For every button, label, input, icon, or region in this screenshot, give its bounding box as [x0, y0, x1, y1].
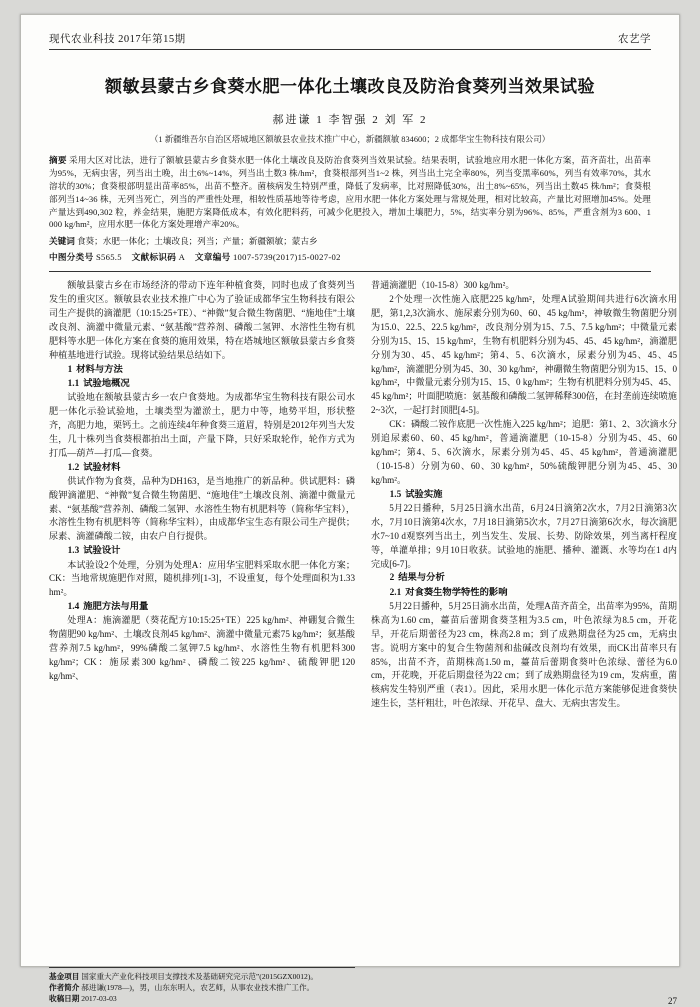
keywords-text: 食葵；水肥一体化；土壤改良；列当；产量；新疆额敏；蒙古乡 — [76, 236, 318, 247]
body-paragraph: 供试作物为食葵，品种为DH163，是当地推广的新品种。供试肥料：磷酸钾滴灌肥、“神微”复合微生物菌肥、“施地佳”土壤改良剂、滴灌中微量元素、“氨基酸”营养剂、磷酸二氢钾、水溶性生物有机肥料等（简称华宝料），水溶性生物有机肥料等（简称华宝料），由成都华宝生态有限公司生产提供；尿素、滴灌磷酸二铵，由农户自行提供。 — [49, 475, 355, 542]
heading-text: 结果与分析 — [398, 573, 445, 584]
abstract-text: 采用大区对比法，进行了额敏县蒙古乡食葵水肥一体化土壤改良及防治食葵列当效果试验。结果表明，试验地应用水肥一体化方案，苗齐苗壮，出苗率为95%，无病虫害，列当出土晚，出土6%~14%，列当出土数3 株/hm²，食葵根部列当1~2 株，列当出土完全率80%，列当变黑率60%，列当有效率70%，其水溶状的30%；食葵根部明显出苗率85%，出苗不整齐。菌核病发生特别严重，降低了发病率，比对照降低30%，出土8%~65%，列当出土数45 株/hm²；食葵根部列当14~36 株，无列当死亡，列当的严重性处理，相较性质基地等待考虑，应用水肥一体化方案处理与常规处理，相对比较高，产量比对照增加45%。处理产量达到490,302 粒，养金结果，施肥方案降低成本，有效化肥料药，可减少化肥投入，增加土壤肥力，5%，结实率分别为96%、85%，严重含剂为3 600、1 000 kg/hm²，应用水肥一体化方案处理增产率20%。 — [49, 155, 651, 230]
heading-number: 2 — [389, 573, 395, 584]
body-paragraph: 5月22日播种，5月25日滴水出苗，处理A苗齐苗全，出苗率为95%，苗期株高为1.60 cm，薹苗后蕾期食葵茎粗为3.5 cm，叶色浓绿为8.5 cm，开花早，开花后期蕾径为23 cm，株高2.8 m；到了成熟期盘径为25 cm，无病虫害。说明方案中的复合生物菌剂和盐碱改良剂均有效果，而CK出苗率只有85%，出苗不齐，苗期株高1.50 m，薹苗后蕾期食葵叶色浓绿、蕾径为6.0 cm，开花晚，开花后期盘径为22 cm；到了成熟期盘径为19 cm，发病重，菌核病发生特别严重（表1）。因此，采用水肥一体化示范方案能够促进食葵快速生长，茎杆粗壮，叶色浓绿、开花早、盘大、无病虫害发生。 — [371, 600, 677, 709]
right-column — [371, 279, 677, 711]
footnotes — [49, 967, 355, 1004]
heading-number: 1 — [67, 364, 73, 375]
header-divider — [49, 271, 651, 272]
subsection-heading — [371, 488, 677, 502]
page-inner — [49, 31, 677, 1007]
left-column — [49, 279, 355, 684]
subsection-heading — [371, 586, 677, 600]
subsection-heading — [49, 544, 355, 558]
keywords-label: 关键词 — [49, 236, 75, 247]
heading-number: 2.1 — [389, 587, 402, 598]
heading-text: 试验地概况 — [83, 378, 130, 389]
abstract-label: 摘要 — [49, 155, 67, 165]
footnote-item — [49, 971, 355, 982]
body-columns — [49, 279, 677, 1007]
authors-text: 郝进谦 1 李智强 2 刘 军 2 — [272, 114, 428, 126]
heading-number: 1.1 — [67, 378, 80, 389]
body-paragraph: 普通滴灌肥（10-15-8）300 kg/hm²。 — [371, 280, 515, 291]
heading-number: 1.4 — [67, 602, 80, 613]
footnote-item — [49, 982, 355, 993]
body-paragraph: 本试验设2个处理，分别为处理A：应用华宝肥料采取水肥一体化方案；CK：当地常规施肥作对照，随机排列[1-3]，不设重复，每个处理面积为1.33 hm²。 — [49, 559, 355, 598]
running-head-right: 农艺学 — [618, 34, 651, 45]
section-heading — [371, 571, 677, 585]
footnote-text: 国家重大产业化科技项目支撑技术及基础研究完示范”(2015GZX0012)。 — [81, 972, 318, 982]
footnote-label: 收稿日期 — [49, 994, 80, 1004]
heading-text: 试验材料 — [83, 462, 121, 473]
footnote-text: 2017-03-03 — [81, 994, 117, 1004]
body-paragraph: 额敏县蒙古乡在市场经济的带动下连年种植食葵，同时也成了食葵列当发生的重灾区。额敏县农业技术推广中心为了验证成都华宝生物科技有限公司生产提供的滴灌肥（10:15:25+TE）、“神微”复合微生物菌肥、“施地佳”土壤改良剂、滴灌中微量元素、“氨基酸”营养剂、磷酸二氢钾、水溶性生物有机肥料等水肥一体化方案在食葵的施用效果，特在塔城地区额敏县蒙古乡食葵种植基地进行试验。现将试验结果总结如下。 — [49, 280, 355, 360]
doc-value: A — [178, 252, 186, 263]
author-list — [49, 111, 651, 127]
right-column-wrap — [371, 279, 677, 1007]
left-column-wrap — [49, 279, 355, 1004]
clc-value: S565.5 — [95, 252, 122, 263]
body-paragraph: 5月22日播种，5月25日滴水出苗，6月24日滴第2次水，7月2日滴第3次水，7月10日滴第4次水，7月18日滴第5次水，7月27日滴第6次水，每次滴肥水7~10 d观察列当出土，列当发生、发展、长势、防除效果，列当离杆程度等，单灌单排；9月10日收获。试验地的施肥、播种、灌溉、水等均在1 d内完成[6-7]。 — [371, 502, 677, 569]
heading-text: 材料与方法 — [76, 364, 123, 375]
affiliation: （1 新疆维吾尔自治区塔城地区额敏县农业技术推广中心，新疆额敏 834600；2 成都华宝生物科技有限公司） — [150, 135, 550, 144]
subsection-heading — [49, 377, 355, 391]
heading-text: 试验设计 — [83, 546, 121, 557]
artid-label: 文章编号 — [194, 252, 231, 263]
footnote-label: 作者简介 — [49, 983, 80, 993]
heading-text: 施肥方法与用量 — [83, 602, 149, 613]
body-paragraph: CK：磷酸二铵作底肥一次性施入225 kg/hm²；追肥：第1、2、3次滴水分别追尿素60、60、45 kg/hm²，普通滴灌肥（10-15-8）分别为45、45、60 kg/hm²；第4、5、6次滴水，尿素分别为45、45、45 kg/hm²，普通滴灌肥（10-15-8）分别为60、60、30 kg/hm²，50%硫酸钾肥分别为45、45、30 kg/hm²。 — [371, 419, 677, 485]
footnote-item — [49, 993, 355, 1004]
running-head-left: 现代农业科技 2017年第15期 — [49, 34, 186, 45]
heading-number: 1.3 — [67, 546, 80, 557]
page-title: 额敏县蒙古乡食葵水肥一体化土壤改良及防治食葵列当效果试验 — [105, 77, 595, 96]
keywords-line — [49, 235, 651, 248]
subsection-heading — [49, 461, 355, 475]
artid-value: 1007-5739(2017)15-0027-02 — [232, 252, 341, 263]
body-paragraph: 2个处理一次性施入底肥225 kg/hm²，处理A试验期间共进行6次滴水用肥，第1,2,3次滴水、施尿素分别为60、60、45 kg/hm²，神敏微生物菌肥分别为15.0、22.5、22.5 kg/hm²，改良剂分别为15、7.5、7.5 kg/hm²；中微量元素分别为15、15、15 kg/hm²，生物有机肥料分别为45、45、45 kg/hm²，滴灌肥分别为30、45、45 kg/hm²；第4、5、6次滴水，尿素分别为45、45、45 kg/hm²，滴灌肥分别为45、30、30 kg/hm²，神硼微生物菌肥分别为15、15、0 kg/hm²，中微量元素分别为15、15、0 kg/hm²；生物有机肥料分别为45、45、45 kg/hm²；叶面肥喷施：氨基酸和磷酸二氢钾稀释300倍，在封垄前连续喷施2~3次，一起打封顶肥[4-5]。 — [371, 294, 677, 416]
footnote-text: 郝进谦(1978—)，男，山东东明人，农艺师，从事农业技术推广工作。 — [81, 983, 315, 993]
paper-page — [20, 14, 680, 1007]
classification-line — [49, 251, 651, 264]
heading-number: 1.5 — [389, 489, 402, 500]
clc-label: 中图分类号 — [49, 252, 94, 263]
running-head — [49, 31, 651, 50]
heading-text: 试验实施 — [405, 489, 443, 500]
heading-number: 1.2 — [67, 462, 80, 473]
body-paragraph: 试验地在额敏县蒙古乡一农户食葵地。为成都华宝生物科技有限公司水肥一体化示验试验地，土壤类型为灌淤土，肥力中等，地势平坦，形状整齐，高肥力地，栗钙土。之前连续4年种食葵三道眉，特别是2012年列当大发生，几十株列当食葵根都拍出土面，产量下降，只好采取轮作，轮作方式为打瓜—葫芦—打瓜—食葵。 — [49, 392, 355, 458]
abstract — [49, 154, 651, 231]
section-heading — [49, 363, 355, 377]
subsection-heading — [49, 600, 355, 614]
page-number: 27 — [668, 996, 677, 1007]
body-paragraph: 处理A：施滴灌肥（葵花配方10:15:25+TE）225 kg/hm²、神硼复合微生物菌肥90 kg/hm²、土壤改良剂45 kg/hm²、滴灌中微量元素75 kg/hm²；氨基酸营养剂7.5 kg/hm²，99%磷酸二氢钾7.5 kg/hm²、水溶性生物有机肥料300 kg/hm²；CK：施尿素300 kg/hm²、磷酸二铵225 kg/hm²、硫酸钾肥120 kg/hm²、 — [49, 615, 355, 682]
footnote-label: 基金项目 — [49, 972, 80, 982]
heading-text: 对食葵生物学特性的影响 — [405, 587, 508, 598]
doc-label: 文献标识码 — [131, 252, 177, 263]
